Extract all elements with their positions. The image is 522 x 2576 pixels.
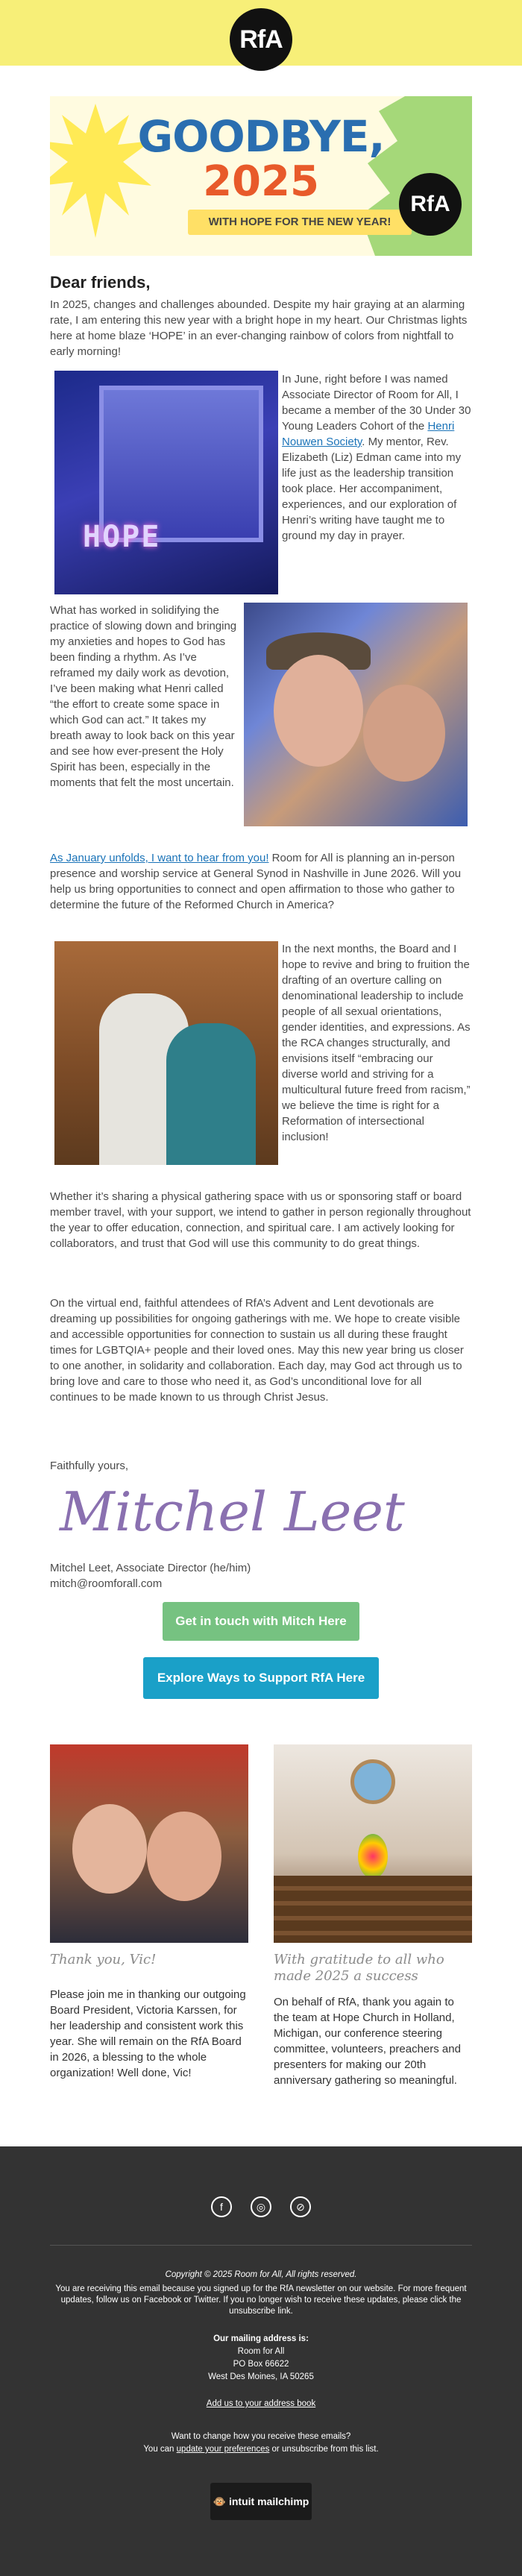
banner-rfa-badge: RfA: [399, 173, 462, 236]
footer-divider: [50, 2245, 472, 2246]
preferences-line: [50, 2444, 472, 2455]
signer-email: mitch@roomforall.com: [50, 1577, 163, 1590]
face-shape: [72, 1804, 147, 1894]
mailchimp-badge[interactable]: [210, 2483, 312, 2520]
support-rfa-button[interactable]: Explore Ways to Support RfA Here: [143, 1657, 379, 1699]
p2-text-b: . My mentor, Rev. Elizabeth (Liz) Edman came into my life just as the leadership transition took place. Her accompaniment, experiences, and our exploration of Henri’s writing have taught me to ground my day in prayer.: [282, 436, 462, 542]
p4-text: Room for All is planning an in-person presence and worship service at General Synod in Nashville in June 2026. Will you help us bring opportunities to connect and open affirmation to those who gather to determine the future of the Reformed Church in America?: [50, 852, 462, 911]
face-shape: [274, 655, 363, 767]
card-body-vic: Please join me in thanking our outgoing Board President, Victoria Karssen, for her leadership and consistent work this year. She will remain on the RfA Board in 2026, a blessing to the whole organization! Well done, Vic!: [50, 1988, 246, 2079]
website-icon[interactable]: ⊘: [290, 2196, 311, 2217]
face-shape: [363, 685, 445, 782]
vic-photo: [50, 1744, 248, 1943]
logo-text: RfA: [239, 25, 283, 54]
hug-photo: [54, 941, 278, 1165]
goodbye-2025-banner: [50, 96, 472, 256]
letter-greeting: Dear friends,: [50, 273, 151, 292]
letter-paragraph-2: [282, 371, 472, 544]
person-shape: [166, 1023, 256, 1165]
henri-nouwen-link[interactable]: Henri Nouwen Society: [282, 420, 455, 448]
letter-paragraph-1: In 2025, changes and challenges abounded. Despite my hair graying at an alarming rate, I am entering this new year with a bright hope in my heart. Our Christmas lights here at home blaze ‘HOPE’ in an ever-changing rainbow of colors from nightfall to early morning!: [50, 298, 468, 358]
hope-sign: HOPE: [83, 520, 161, 554]
letter-paragraph-3: What has worked in solidifying the practice of slowing down and bringing my anxieties and hopes to God has been finding a rhythm. As I’ve reframed my daily work as devotion, I’ve been making what Henri called “the effort to create some space in which God can act.” It takes my breath away to look back on this year and see how ever-present the Holy Spirit has been, especially in the moments that felt the most uncertain.: [50, 604, 237, 789]
letter-closing: Faithfully yours,: [50, 1460, 129, 1472]
rfa-logo[interactable]: [230, 8, 292, 71]
address-line-2: PO Box 66622: [233, 2360, 289, 2369]
update-preferences-link[interactable]: update your preferences: [176, 2445, 270, 2454]
window-shape: [99, 386, 263, 542]
address-book-link[interactable]: Add us to your address book: [206, 2399, 316, 2408]
card-body-gratitude: On behalf of RfA, thank you again to the team at Hope Church in Holland, Michigan, our conference steering committee, volunteers, preachers and presenters for making our 20th anniversary gathering so meaningful.: [274, 1996, 461, 2087]
contact-mitch-button[interactable]: Get in touch with Mitch Here: [163, 1602, 359, 1641]
letter-paragraph-7: On the virtual end, faithful attendees of RfA’s Advent and Lent devotionals are dreaming up possibilities for ongoing gatherings with me. We hope to create visible and accessible opportunities for connection to sustain us all during these fraught times for LGBTQIA+ people and their loved ones. May this new year bring us closer to one another, in solidarity and collaboration. Each day, may God act through us to bring love and care to those who need it, as God’s unconditional love for all continues to be made known to us through Christ Jesus.: [50, 1297, 464, 1404]
p2-text-a: In June, right before I was named Associate Director of Room for All, I became a member of the 30 Under 30 Young Leaders Cohort of the: [282, 373, 471, 433]
subscription-notice: You are receiving this email because you signed up for the RfA newsletter on our website. For more frequent updates, follow us on Facebook or Twitter. If you no longer wish to receive these updates, please click the unsubscribe link.: [55, 2284, 467, 2316]
letter-paragraph-5: In the next months, the Board and I hope to revive and bring to fruition the drafting of an overture calling on denominational leadership to include people of all sexual orientations, gender identities, and expressions. As the RCA changes structurally, and envisions itself “embracing our diverse world and striving for a multicultural future freed from racism,” we believe the time is right for a Reformation of intersectional inclusion!: [282, 943, 471, 1143]
pews-shape: [274, 1876, 472, 1943]
address-line-3: West Des Moines, IA 50265: [208, 2372, 314, 2381]
mailchimp-icon: 🐵: [213, 2495, 229, 2507]
pref-text-a: You can: [143, 2445, 177, 2454]
church-photo: [274, 1744, 472, 1943]
change-question: Want to change how you receive these emails?: [171, 2432, 351, 2441]
want-to-hear-link[interactable]: As January unfolds, I want to hear from you!: [50, 852, 269, 864]
banner-title-line2: 2025: [203, 157, 319, 206]
letter-paragraph-6: Whether it’s sharing a physical gathering space with us or sponsoring staff or board member travel, with your support, we intend to gather in person regionally throughout the year to offer education, connection, and spiritual care. I am actively looking for collaborators, and trust that God will use this community to do great things.: [50, 1190, 471, 1250]
mailing-address-label: Our mailing address is:: [213, 2334, 309, 2343]
signature: Mitchel Leet: [60, 1480, 405, 1543]
facebook-icon[interactable]: f: [211, 2196, 232, 2217]
address-book-row: [50, 2398, 472, 2410]
card-caption-vic: Thank you, Vic!: [50, 1952, 157, 1967]
banner-title-line1: GOODBYE,: [137, 111, 385, 162]
signer-name: Mitchel Leet, Associate Director (he/him): [50, 1562, 251, 1574]
instagram-icon[interactable]: ◎: [251, 2196, 271, 2217]
copyright: Copyright © 2025 Room for All, All rights reserved.: [165, 2270, 357, 2279]
rose-window-shape: [350, 1759, 395, 1804]
hope-lights-photo: [54, 371, 278, 594]
letter-paragraph-4: [50, 850, 472, 913]
mailchimp-text: intuit mailchimp: [228, 2495, 309, 2507]
face-shape: [147, 1812, 221, 1901]
card-caption-gratitude: With gratitude to all who made 2025 a success: [274, 1952, 444, 1984]
address-line-1: Room for All: [237, 2347, 285, 2356]
flowers-shape: [358, 1834, 388, 1879]
selfie-photo: [244, 603, 468, 826]
pref-text-b: or unsubscribe from this list.: [269, 2445, 379, 2454]
banner-ribbon: WITH HOPE FOR THE NEW YEAR!: [188, 210, 412, 235]
